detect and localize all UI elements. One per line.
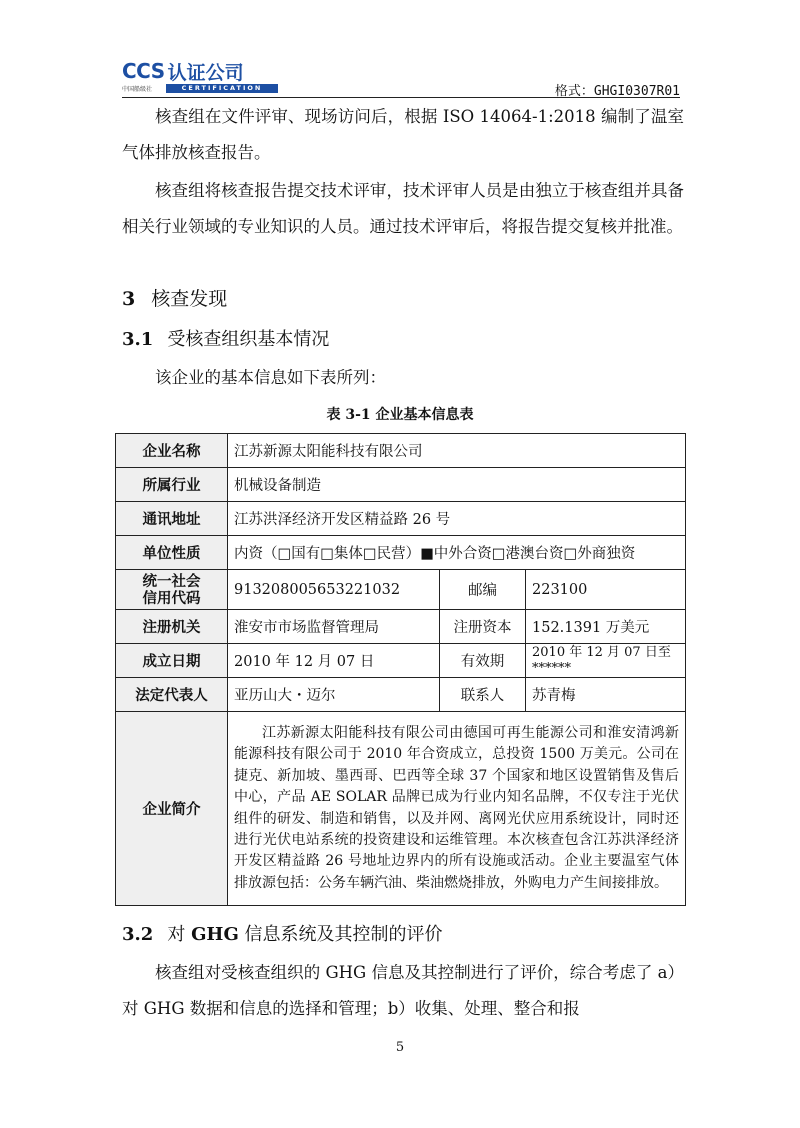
- section-title: 受核查组织基本情况: [167, 329, 330, 350]
- company-name-label: 企业名称: [116, 434, 228, 468]
- nature-value: 内资（□国有□集体□民营）■中外合资□港澳台资□外商独资: [228, 536, 686, 570]
- paragraph-ghg-evaluation: 核查组对受核查组织的 GHG 信息及其控制进行了评价，综合考虑了 a）对 GHG 数据和信息的选择和管理；b）收集、处理、整合和报: [122, 963, 684, 1018]
- founded-value: 2010 年 12 月 07 日: [228, 644, 440, 678]
- section-heading-3-1: [122, 325, 329, 351]
- page-header: [122, 54, 680, 98]
- contact-value: 苏青梅: [526, 678, 686, 712]
- paragraph-technical-review: 核查组将核查报告提交技术评审，技术评审人员是由独立于核查组并具备相关行业领域的专业知识的人员。通过技术评审后，将报告提交复核并批准。: [122, 181, 684, 236]
- table-row: [116, 468, 686, 502]
- validity-value: [526, 644, 686, 678]
- profile-label: 企业简介: [116, 712, 228, 906]
- section-number: 3.2: [122, 924, 154, 945]
- contact-label: 联系人: [440, 678, 526, 712]
- company-name-value: 江苏新源太阳能科技有限公司: [228, 434, 686, 468]
- table-row: [116, 502, 686, 536]
- section-title: 核查发现: [151, 288, 228, 310]
- nature-label: 单位性质: [116, 536, 228, 570]
- logo-certification-bar: CERTIFICATION: [166, 84, 278, 93]
- header-rule: [122, 97, 680, 98]
- address-value: 江苏洪泽经济开发区精益路 26 号: [228, 502, 686, 536]
- credit-code-value: 91320800565322103​2: [228, 570, 440, 610]
- postcode-value: 223100: [526, 570, 686, 610]
- legal-rep-label: 法定代表人: [116, 678, 228, 712]
- credit-code-label: [116, 570, 228, 610]
- validity-line2: ******: [532, 660, 571, 676]
- section-title-pre: 对: [167, 924, 192, 945]
- company-info-table: [115, 433, 686, 906]
- section-heading-3-2: [122, 920, 443, 946]
- ccs-logo: [122, 60, 292, 96]
- credit-code-label-line1: 统一社会: [142, 572, 201, 590]
- page-number: 5: [395, 1040, 405, 1055]
- registry-label: 注册机关: [116, 610, 228, 644]
- table-row: [116, 434, 686, 468]
- section-title-post: 信息系统及其控制的评价: [238, 924, 443, 945]
- section-heading-3: [122, 284, 227, 311]
- legal-rep-value: 亚历山大・迈尔: [228, 678, 440, 712]
- industry-value: 机械设备制造: [228, 468, 686, 502]
- table-row: [116, 644, 686, 678]
- paragraph-report-prep: 核查组在文件评审、现场访问后，根据 ISO 14064-1:2018 编制了温室气体排放核查报告。: [122, 107, 684, 162]
- section-title-ghg: GHG: [191, 924, 239, 945]
- credit-code-label-line2: 信用代码: [142, 589, 201, 607]
- table-row: [116, 712, 686, 906]
- postcode-label: 邮编: [440, 570, 526, 610]
- validity-line1: 2010 年 12 月 07 日至: [532, 644, 671, 660]
- table-row: [116, 678, 686, 712]
- logo-cn-text: 认证公司: [167, 61, 244, 84]
- logo-ccs-text: CCS: [122, 59, 165, 83]
- capital-value: 152.1391 万美元: [526, 610, 686, 644]
- registry-value: 淮安市市场监督管理局: [228, 610, 440, 644]
- table-row: [116, 610, 686, 644]
- capital-label: 注册资本: [440, 610, 526, 644]
- address-label: 通讯地址: [116, 502, 228, 536]
- table-row: [116, 536, 686, 570]
- industry-label: 所属行业: [116, 468, 228, 502]
- logo-sub-cn: 中国船级社: [122, 86, 153, 93]
- validity-label: 有效期: [440, 644, 526, 678]
- table-row: [116, 570, 686, 610]
- table-caption: 表 3-1 企业基本信息表: [326, 407, 474, 423]
- table-intro: 该企业的基本信息如下表所列：: [155, 368, 386, 387]
- format-code: 格式：GHGI0307R01: [554, 84, 680, 99]
- section-number: 3: [122, 288, 136, 310]
- profile-value: 江苏新源太阳能科技有限公司由德国可再生能源公司和淮安清鸿新能源科技有限公司于 2010 年合资成立，总投资 1500 万美元。公司在捷克、新加坡、墨西哥、巴西等全球 37 个国家和地区设置销售及售后中心，产品 AE SOLAR 品牌已成为行业内知名品牌，不仅专注于光伏组件的研发、制造和销售，以及并网、离网光伏应用系统设计，同时还进行光伏电站系统的投资建设和运维管理。本次核查包含江苏洪泽经济开发区精益路 26 号地址边界内的所有设施或活动。企业主要温室气体排放源包括：公务车辆汽油、柴油燃烧排放，外购电力产生间接排放。: [228, 712, 686, 906]
- founded-label: 成立日期: [116, 644, 228, 678]
- section-number: 3.1: [122, 329, 154, 350]
